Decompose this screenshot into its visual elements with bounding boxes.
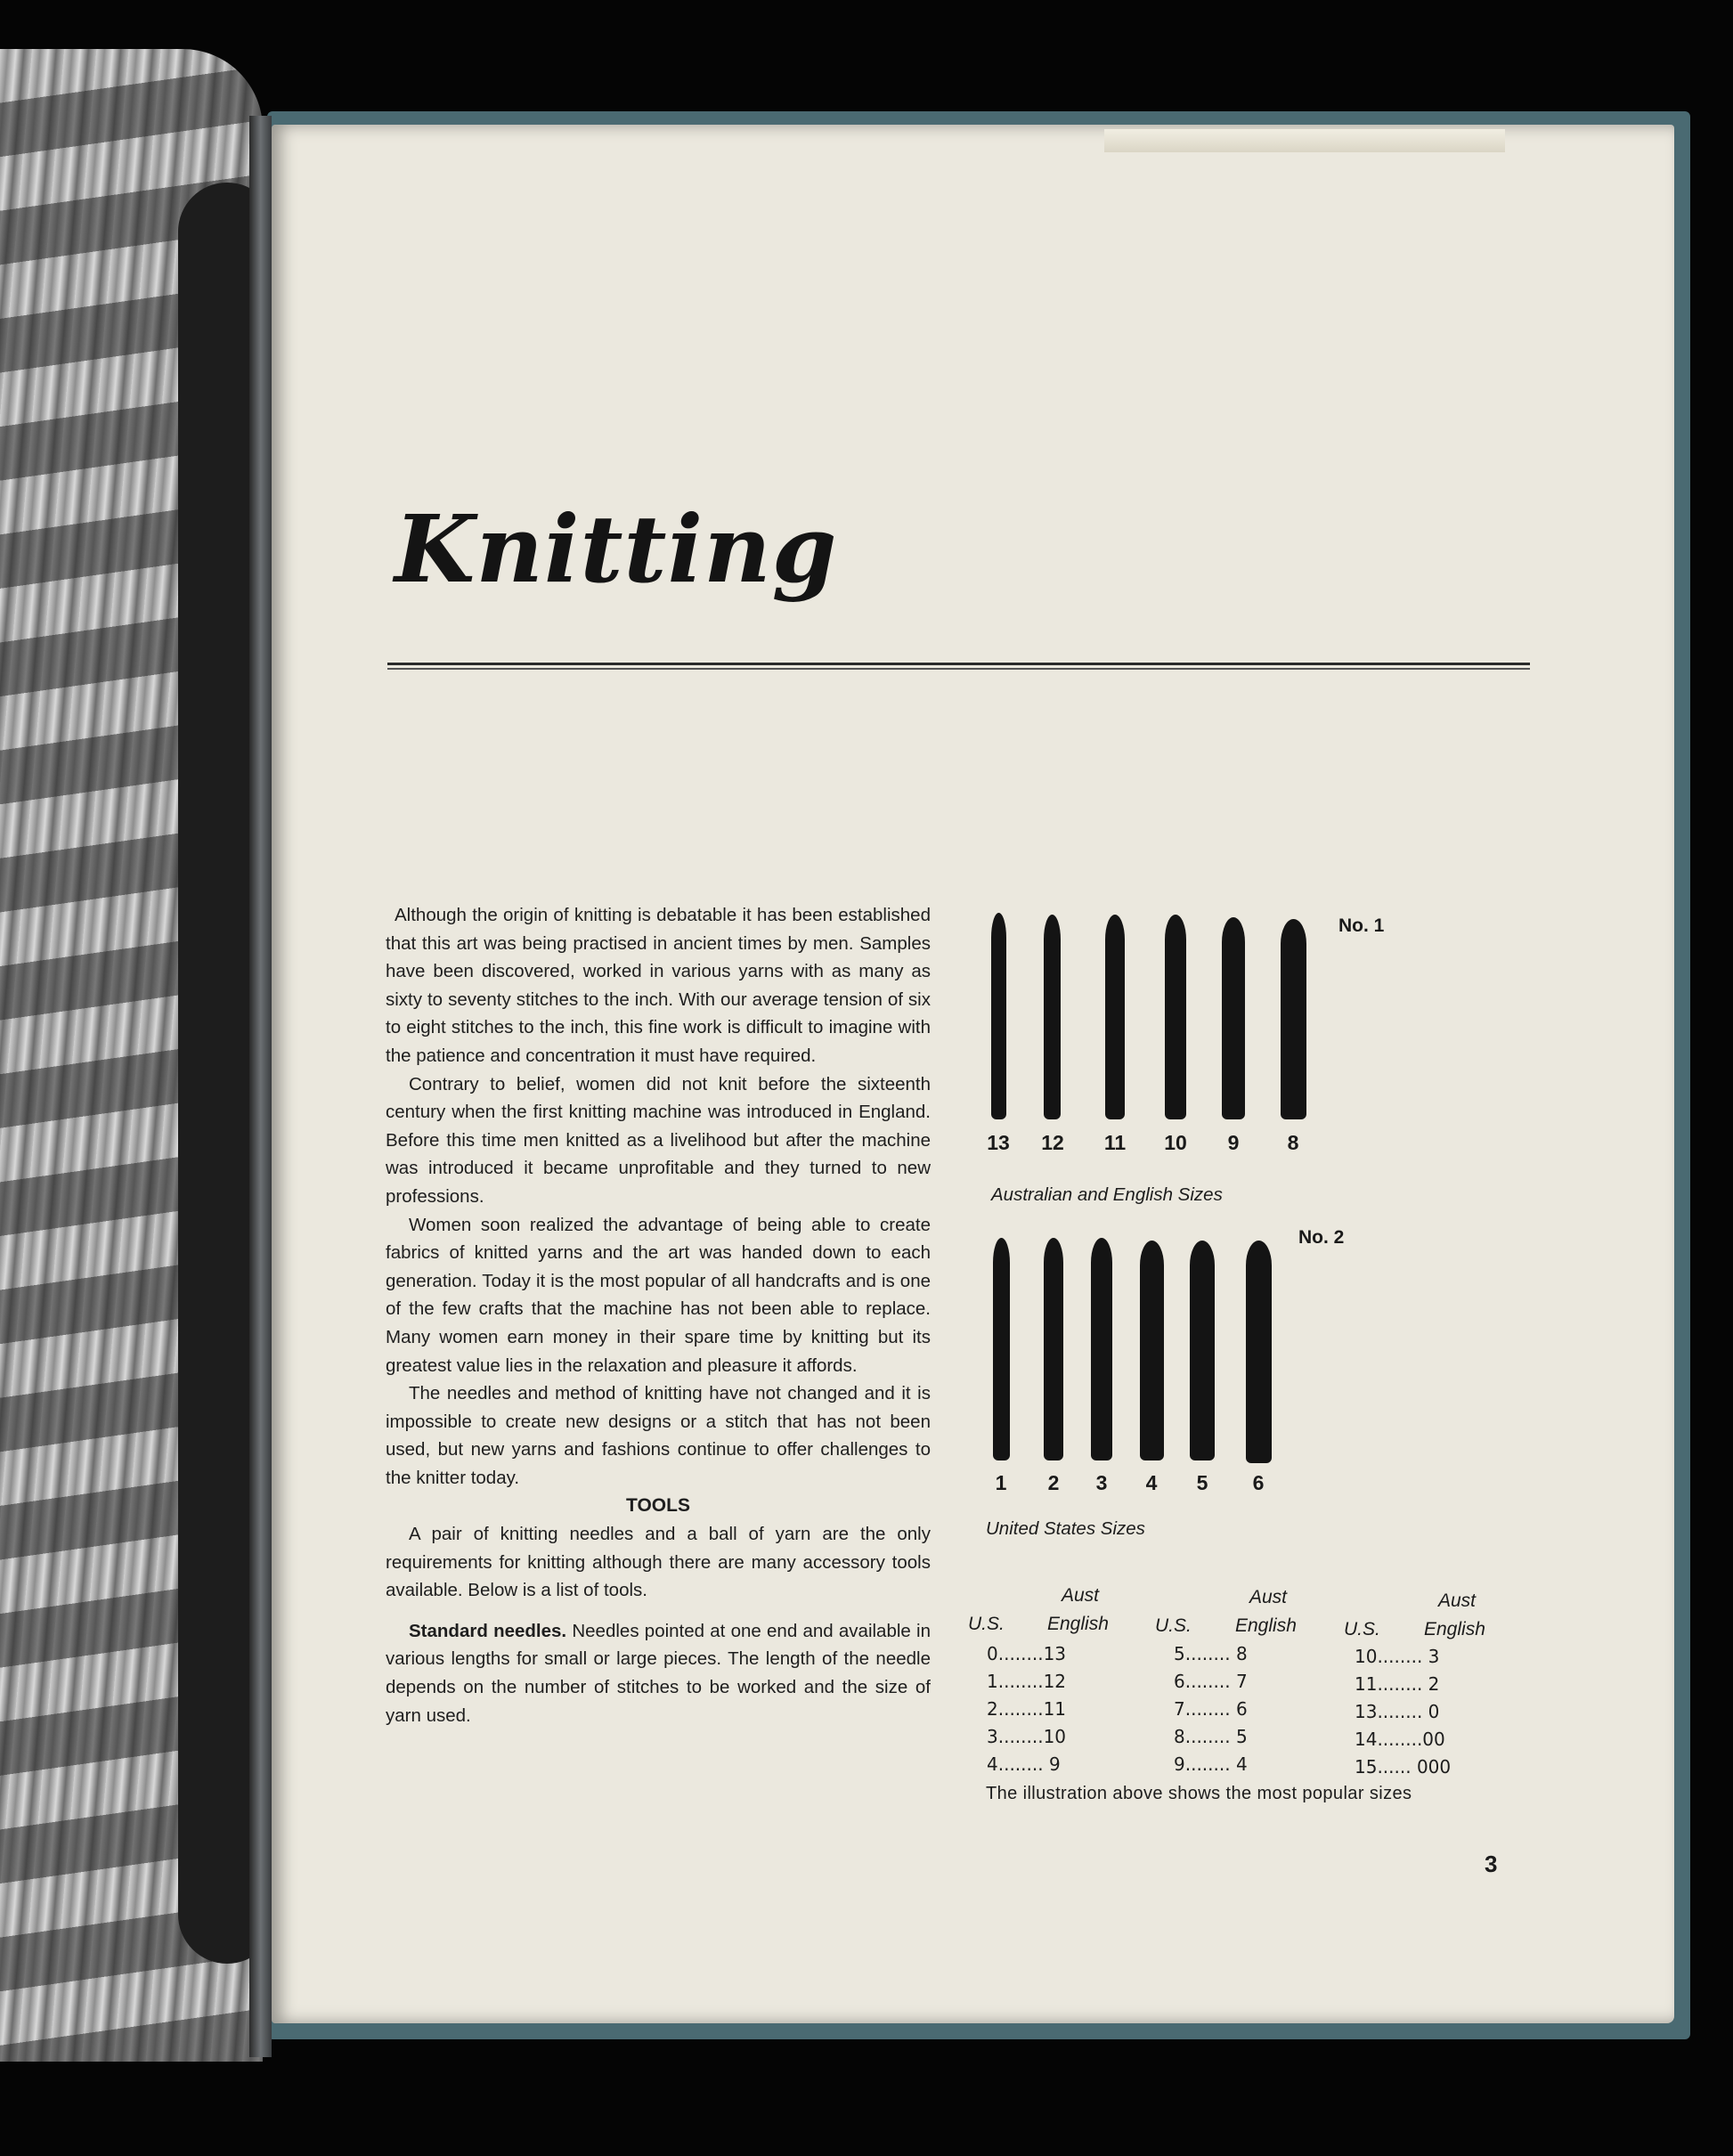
paragraph-3: Women soon realized the advantage of being able to create fabrics of knitted yarns and the art was handed down to each generation. Today it is the most popular of all handcrafts and is one of the few crafts that the machine has not been able to replace. Many women earn money in their spare time by knitting but its greatest value lies in the relaxation and pleasure it affords. bbox=[386, 1214, 931, 1376]
conversion-row: 2........11 bbox=[987, 1698, 1067, 1720]
needle-size-9 bbox=[1222, 917, 1245, 1119]
facing-page-knit-photo bbox=[0, 49, 263, 2062]
standard-needles-term: Standard needles. bbox=[409, 1620, 567, 1641]
body-text bbox=[386, 901, 931, 1729]
figure-1-size-label: 13 bbox=[987, 1131, 1010, 1154]
figure-2-size-label: 5 bbox=[1196, 1471, 1208, 1494]
needle-size-3 bbox=[1091, 1238, 1112, 1460]
conversion-row: 9........ 4 bbox=[1174, 1753, 1248, 1775]
title-rule-thin bbox=[387, 668, 1530, 670]
tools-paragraph: A pair of knitting needles and a ball of yarn are the only requirements for knitting although there are many accessory tools available. Below is a list of tools. bbox=[386, 1524, 931, 1601]
figure-footnote: The illustration above shows the most popular sizes bbox=[986, 1784, 1412, 1803]
paragraph-1: Although the origin of knitting is debatable it has been established that this art was being practised in ancient times by men. Samples have been discovered, worked in various yarns with as many as sixty to seventy stitches to the inch. With our average tension of six to eight stitches to the inch, this fine work is difficult to imagine with the patience and concentration it must have required. bbox=[386, 905, 931, 1066]
needle-size-13 bbox=[991, 913, 1006, 1119]
figure-2-size-label: 3 bbox=[1095, 1471, 1108, 1494]
conversion-row: 4........ 9 bbox=[987, 1753, 1061, 1775]
conversion-row: 14........00 bbox=[1355, 1729, 1445, 1750]
conversion-header-aust: Aust bbox=[1438, 1591, 1477, 1611]
conversion-row: 3........10 bbox=[987, 1726, 1067, 1747]
conversion-header-aust: Aust bbox=[1062, 1585, 1100, 1606]
paragraph-4: The needles and method of knitting have not changed and it is impossible to create new designs or a stitch that has not been used, but new yarns and fashions continue to offer challenges to the knitter today. bbox=[386, 1383, 931, 1488]
conversion-header-english: English bbox=[1235, 1615, 1297, 1636]
conversion-header-us: U.S. bbox=[1344, 1619, 1380, 1639]
needle-size-8 bbox=[1281, 919, 1306, 1119]
conversion-header-english: English bbox=[1424, 1619, 1485, 1639]
tape-strip bbox=[1104, 129, 1505, 152]
needle-size-5 bbox=[1190, 1241, 1215, 1460]
conversion-row: 6........ 7 bbox=[1174, 1671, 1248, 1692]
figure-2-size-label: 2 bbox=[1047, 1471, 1060, 1494]
figure-1-label: No. 1 bbox=[1338, 915, 1385, 936]
conversion-row: 15...... 000 bbox=[1355, 1756, 1452, 1778]
figure-1-size-label: 11 bbox=[1103, 1131, 1127, 1154]
conversion-row: 10........ 3 bbox=[1355, 1646, 1440, 1667]
conversion-row: 7........ 6 bbox=[1174, 1698, 1248, 1720]
standard-needles-text: Needles pointed at one end and available in various lengths for small or large pieces. The length of the needle depends on the number of stitches to be worked and the size of yarn used. bbox=[386, 1620, 931, 1726]
needle-size-10 bbox=[1165, 915, 1186, 1119]
figure-2-label: No. 2 bbox=[1298, 1227, 1345, 1248]
conversion-header-english: English bbox=[1047, 1614, 1109, 1634]
figure-2-caption: United States Sizes bbox=[986, 1518, 1145, 1539]
title-rule bbox=[387, 663, 1530, 665]
figure-1-size-label: 12 bbox=[1041, 1131, 1064, 1154]
conversion-row: 0........13 bbox=[987, 1643, 1067, 1664]
needle-size-12 bbox=[1044, 915, 1061, 1119]
figure-1-size-label: 8 bbox=[1287, 1131, 1299, 1154]
needle-size-4 bbox=[1140, 1241, 1164, 1460]
conversion-header-aust: Aust bbox=[1249, 1587, 1288, 1607]
conversion-header-us: U.S. bbox=[968, 1614, 1005, 1634]
page-title: Knitting bbox=[395, 494, 838, 604]
figure-1-size-label: 10 bbox=[1164, 1131, 1187, 1154]
book-gutter bbox=[249, 116, 272, 2057]
conversion-row: 8........ 5 bbox=[1174, 1726, 1248, 1747]
needle-size-11 bbox=[1105, 915, 1125, 1119]
figure-2-size-label: 1 bbox=[995, 1471, 1007, 1494]
conversion-header-us: U.S. bbox=[1155, 1615, 1192, 1636]
standard-needles-paragraph bbox=[386, 1617, 931, 1729]
page-number: 3 bbox=[1485, 1851, 1498, 1877]
conversion-row: 11........ 2 bbox=[1355, 1673, 1440, 1695]
figure-1-caption: Australian and English Sizes bbox=[991, 1184, 1223, 1205]
needle-size-6 bbox=[1246, 1241, 1272, 1463]
tools-heading: TOOLS bbox=[626, 1495, 690, 1517]
figure-1-size-label: 9 bbox=[1227, 1131, 1240, 1154]
figure-2-size-label: 4 bbox=[1145, 1471, 1158, 1494]
conversion-row: 5........ 8 bbox=[1174, 1643, 1248, 1664]
paragraph-2: Contrary to belief, women did not knit before the sixteenth century when the first knitting machine was introduced in England. Before this time men knitted as a livelihood but after the machine was introduced it became unprofitable and they turned to new professions. bbox=[386, 1073, 931, 1207]
needle-size-2 bbox=[1044, 1238, 1063, 1460]
figure-2-size-label: 6 bbox=[1252, 1471, 1265, 1494]
conversion-row: 13........ 0 bbox=[1355, 1701, 1440, 1722]
needle-size-1 bbox=[993, 1238, 1010, 1460]
conversion-row: 1........12 bbox=[987, 1671, 1067, 1692]
